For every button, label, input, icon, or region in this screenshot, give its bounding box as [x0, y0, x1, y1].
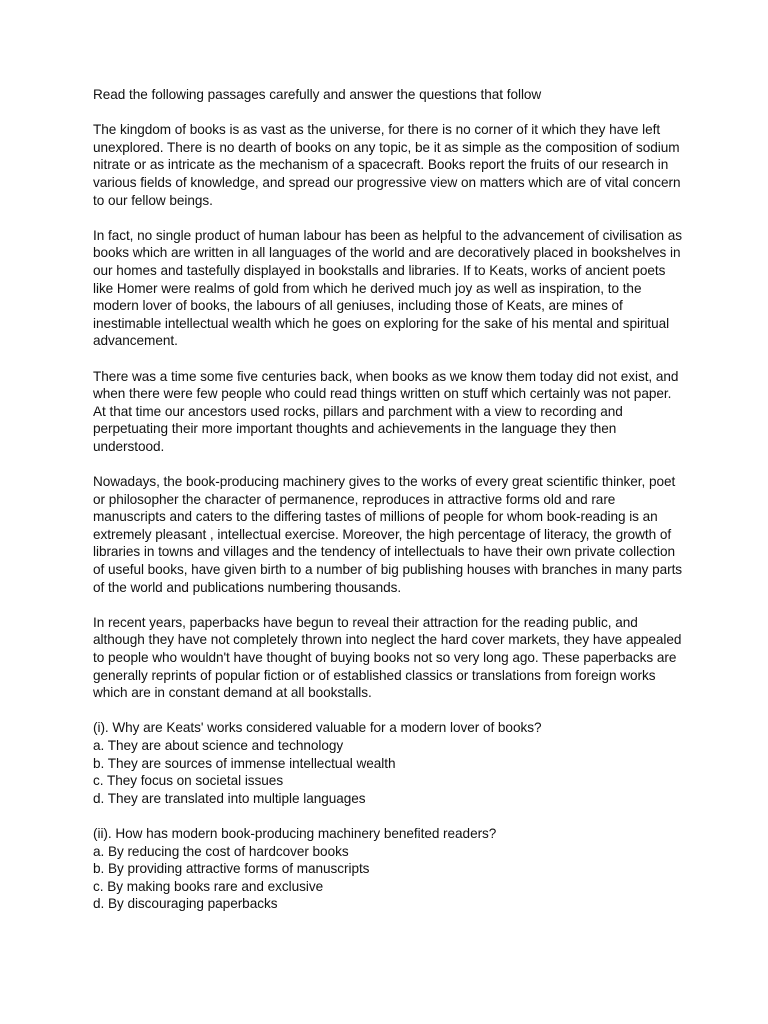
passage-paragraph-3: There was a time some five centuries back, when books as we know them today did not exist, and when there were few people who could read things written on stuff which certainly was not paper. At that time our ancestors used rocks, pillars and parchment with a view to recording and perpetuating their more important thoughts and achievements in the language they then understood. [93, 368, 679, 454]
answer-option: b. They are sources of immense intellectual wealth [93, 755, 396, 771]
answer-option: c. By making books rare and exclusive [93, 878, 324, 894]
answer-option: d. They are translated into multiple languages [93, 790, 366, 806]
answer-option: a. They are about science and technology [93, 737, 344, 753]
passage-paragraph-2: In fact, no single product of human labour has been as helpful to the advancement of civilisation as books which are written in all languages of the world and are decoratively placed in bookshelves in our homes and tastefully displayed in bookstalls and libraries. If to Keats, works of ancient poets like Homer were realms of gold from which he derived much joy as well as inspiration, to the modern lover of books, the labours of all geniuses, including those of Keats, are mines of inestimable intellectual wealth which he goes on exploring for the sake of his mental and spiritual advancement. [93, 227, 682, 349]
passage-paragraph-4: Nowadays, the book-producing machinery gives to the works of every great scientific thinker, poet or philosopher the character of permanence, reproduces in attractive forms old and rare manuscripts and caters to the differing tastes of millions of people for whom book-reading is an extremely pleasant , intellectual exercise. Moreover, the high percentage of literacy, the growth of libraries in towns and villages and the tendency of intellectuals to have their own private collection of useful books, have given birth to a number of big publishing houses with branches in many parts of the world and publications numbering thousands. [93, 474, 683, 595]
document-page [93, 86, 683, 931]
answer-option: c. They focus on societal issues [93, 773, 284, 789]
question-2 [93, 825, 683, 913]
answer-option: b. By providing attractive forms of manuscripts [93, 861, 370, 877]
passage-paragraph-1: The kingdom of books is as vast as the universe, for there is no corner of it which they have left unexplored. There is no dearth of books on any topic, be it as simple as the composition of sodium nitrate or as intricate as the mechanism of a spacecraft. Books report the fruits of our research in various fields of knowledge, and spread our progressive view on matters which are of vital concern to our fellow beings. [93, 122, 681, 208]
question-1 [93, 719, 683, 807]
instruction-text: Read the following passages carefully and answer the questions that follow [93, 87, 542, 102]
answer-option: a. By reducing the cost of hardcover books [93, 843, 349, 859]
passage-paragraph-5: In recent years, paperbacks have begun to reveal their attraction for the reading public, and although they have not completely thrown into neglect the hard cover markets, they have appealed to people who wouldn't have thought of buying books not so very long ago. These paperbacks are generally reprints of popular fiction or of established classics or translations from foreign works which are in constant demand at all bookstalls. [93, 614, 682, 701]
question-stem: (i). Why are Keats' works considered valuable for a modern lover of books? [93, 720, 542, 736]
question-stem: (ii). How has modern book-producing machinery benefited readers? [93, 825, 497, 841]
answer-option: d. By discouraging paperbacks [93, 896, 278, 912]
